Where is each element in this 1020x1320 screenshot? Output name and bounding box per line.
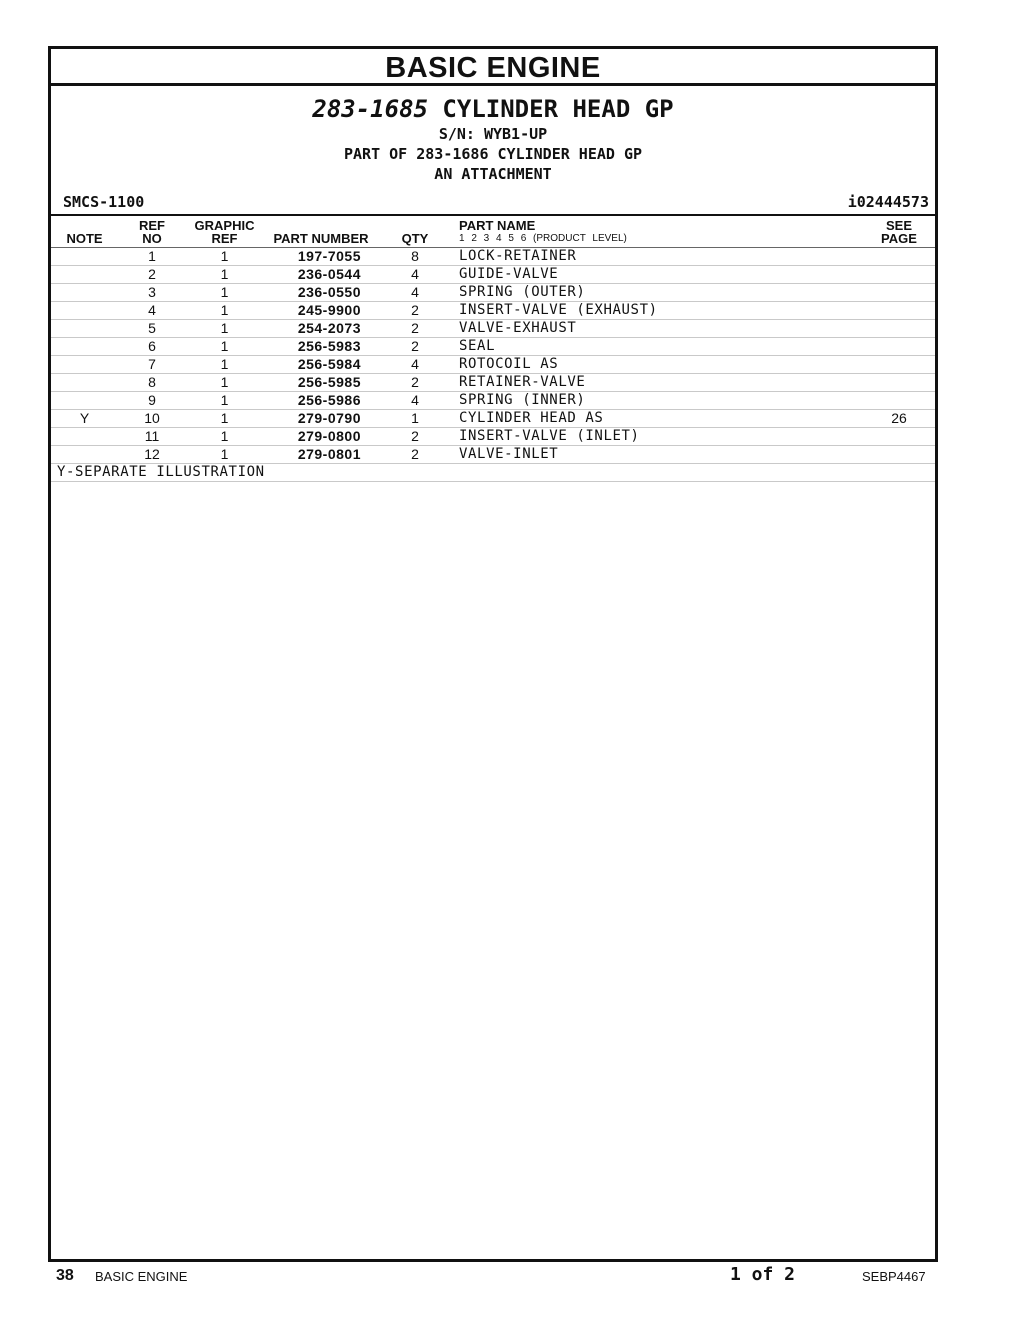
header-graphic-ref (186, 216, 263, 248)
cell-part-number: 256-5983 (263, 338, 379, 356)
cell-graphic-ref: 1 (186, 284, 263, 302)
cell-see-page[interactable]: 26 (863, 410, 935, 428)
cell-ref-no: 5 (118, 320, 186, 338)
cell-part-name: SPRING (OUTER) (451, 284, 863, 302)
cell-part-number: 256-5984 (263, 356, 379, 374)
footnote-row (51, 464, 935, 482)
table-row (51, 356, 935, 374)
cell-part-name: LOCK-RETAINER (451, 248, 863, 266)
cell-qty: 8 (379, 248, 451, 266)
cell-part-number: 254-2073 (263, 320, 379, 338)
header-part-name-label: PART NAME (459, 218, 536, 233)
cell-part-name: RETAINER-VALVE (451, 374, 863, 392)
footer-section: BASIC ENGINE (95, 1269, 188, 1284)
cell-part-number: 256-5985 (263, 374, 379, 392)
cell-note (51, 284, 118, 302)
cell-ref-no: 2 (118, 266, 186, 284)
header-graphic-ref-top: GRAPHIC (194, 218, 255, 233)
cell-see-page (863, 338, 935, 356)
cell-graphic-ref: 1 (186, 320, 263, 338)
cell-note (51, 428, 118, 446)
cell-graphic-ref: 1 (186, 446, 263, 464)
cell-part-number: 236-0550 (263, 284, 379, 302)
header-part-number: PART NUMBER (263, 216, 379, 248)
page-frame (48, 46, 938, 1262)
cell-ref-no: 4 (118, 302, 186, 320)
table-row (51, 374, 935, 392)
cell-graphic-ref: 1 (186, 338, 263, 356)
cell-note (51, 392, 118, 410)
table-row (51, 338, 935, 356)
header-see-page (863, 216, 935, 248)
cell-see-page (863, 428, 935, 446)
table-row (51, 392, 935, 410)
group-header (51, 94, 935, 184)
cell-note (51, 338, 118, 356)
footnote-separate-illustration: Y-SEPARATE ILLUSTRATION (51, 464, 935, 482)
cell-see-page (863, 320, 935, 338)
header-see-page-bottom: PAGE (881, 231, 917, 246)
cell-graphic-ref: 1 (186, 356, 263, 374)
cell-part-number: 279-0801 (263, 446, 379, 464)
cell-part-name: VALVE-EXHAUST (451, 320, 863, 338)
table-row (51, 266, 935, 284)
attachment-line: AN ATTACHMENT (434, 165, 552, 183)
cell-qty: 2 (379, 446, 451, 464)
cell-ref-no: 6 (118, 338, 186, 356)
cell-part-name: CYLINDER HEAD AS (451, 410, 863, 428)
cell-part-name: INSERT-VALVE (INLET) (451, 428, 863, 446)
cell-graphic-ref: 1 (186, 302, 263, 320)
cell-part-name: ROTOCOIL AS (451, 356, 863, 374)
cell-qty: 4 (379, 266, 451, 284)
group-number: 283-1685 (312, 95, 428, 123)
cell-graphic-ref: 1 (186, 374, 263, 392)
cell-part-number: 245-9900 (263, 302, 379, 320)
table-row (51, 410, 935, 428)
cell-see-page (863, 266, 935, 284)
table-row (51, 302, 935, 320)
header-ref-no-bottom: NO (142, 231, 162, 246)
cell-note (51, 374, 118, 392)
header-product-levels: 1 2 3 4 5 6 (PRODUCT LEVEL) (459, 233, 627, 244)
page-footer (0, 1262, 1020, 1292)
serial-number: S/N: WYB1-UP (438, 125, 548, 143)
cell-graphic-ref: 1 (186, 266, 263, 284)
cell-part-number: 236-0544 (263, 266, 379, 284)
page-number: 38 (56, 1267, 74, 1284)
group-title (51, 94, 935, 124)
cell-part-name: VALVE-INLET (451, 446, 863, 464)
cell-see-page (863, 392, 935, 410)
cell-note (51, 320, 118, 338)
table-row (51, 284, 935, 302)
cell-part-name: INSERT-VALVE (EXHAUST) (451, 302, 863, 320)
group-name: CYLINDER HEAD GP (442, 95, 674, 123)
cell-note (51, 446, 118, 464)
cell-see-page (863, 284, 935, 302)
page-of-count: 1 of 2 (730, 1264, 796, 1285)
cell-ref-no: 12 (118, 446, 186, 464)
table-row (51, 320, 935, 338)
cell-note (51, 356, 118, 374)
cell-note: Y (51, 410, 118, 428)
header-note: NOTE (51, 216, 118, 248)
cell-part-number: 256-5986 (263, 392, 379, 410)
cell-part-number: 279-0790 (263, 410, 379, 428)
cell-ref-no: 11 (118, 428, 186, 446)
cell-qty: 2 (379, 320, 451, 338)
cell-qty: 4 (379, 284, 451, 302)
cell-see-page (863, 248, 935, 266)
smcs-row (51, 190, 935, 216)
header-ref-no-top: REF (139, 218, 165, 233)
section-title: BASIC ENGINE (51, 49, 935, 86)
smcs-code: SMCS-1100 (63, 193, 145, 211)
cell-qty: 1 (379, 410, 451, 428)
cell-ref-no: 9 (118, 392, 186, 410)
cell-qty: 2 (379, 374, 451, 392)
cell-note (51, 248, 118, 266)
header-see-page-top: SEE (885, 218, 912, 233)
cell-qty: 2 (379, 338, 451, 356)
cell-note (51, 266, 118, 284)
cell-part-name: GUIDE-VALVE (451, 266, 863, 284)
cell-qty: 2 (379, 428, 451, 446)
cell-graphic-ref: 1 (186, 410, 263, 428)
cell-graphic-ref: 1 (186, 428, 263, 446)
header-graphic-ref-bottom: REF (211, 231, 238, 246)
cell-graphic-ref: 1 (186, 392, 263, 410)
cell-part-name: SEAL (451, 338, 863, 356)
cell-part-number: 197-7055 (263, 248, 379, 266)
cell-ref-no: 1 (118, 248, 186, 266)
cell-note (51, 302, 118, 320)
cell-ref-no: 7 (118, 356, 186, 374)
table-row (51, 446, 935, 464)
cell-see-page (863, 446, 935, 464)
cell-part-number: 279-0800 (263, 428, 379, 446)
cell-see-page (863, 302, 935, 320)
cell-part-name: SPRING (INNER) (451, 392, 863, 410)
cell-qty: 2 (379, 302, 451, 320)
cell-graphic-ref: 1 (186, 248, 263, 266)
table-row (51, 428, 935, 446)
cell-see-page (863, 374, 935, 392)
cell-ref-no: 3 (118, 284, 186, 302)
document-id: SEBP4467 (862, 1269, 926, 1284)
header-part-name (451, 216, 863, 248)
header-ref-no (118, 216, 186, 248)
illustration-id: i02444573 (847, 193, 929, 211)
cell-ref-no: 10 (118, 410, 186, 428)
cell-qty: 4 (379, 392, 451, 410)
header-qty: QTY (379, 216, 451, 248)
part-of-line: PART OF 283-1686 CYLINDER HEAD GP (343, 145, 642, 163)
table-row (51, 248, 935, 266)
parts-table (51, 216, 935, 482)
cell-see-page (863, 356, 935, 374)
cell-ref-no: 8 (118, 374, 186, 392)
cell-qty: 4 (379, 356, 451, 374)
table-header-row (51, 216, 935, 248)
